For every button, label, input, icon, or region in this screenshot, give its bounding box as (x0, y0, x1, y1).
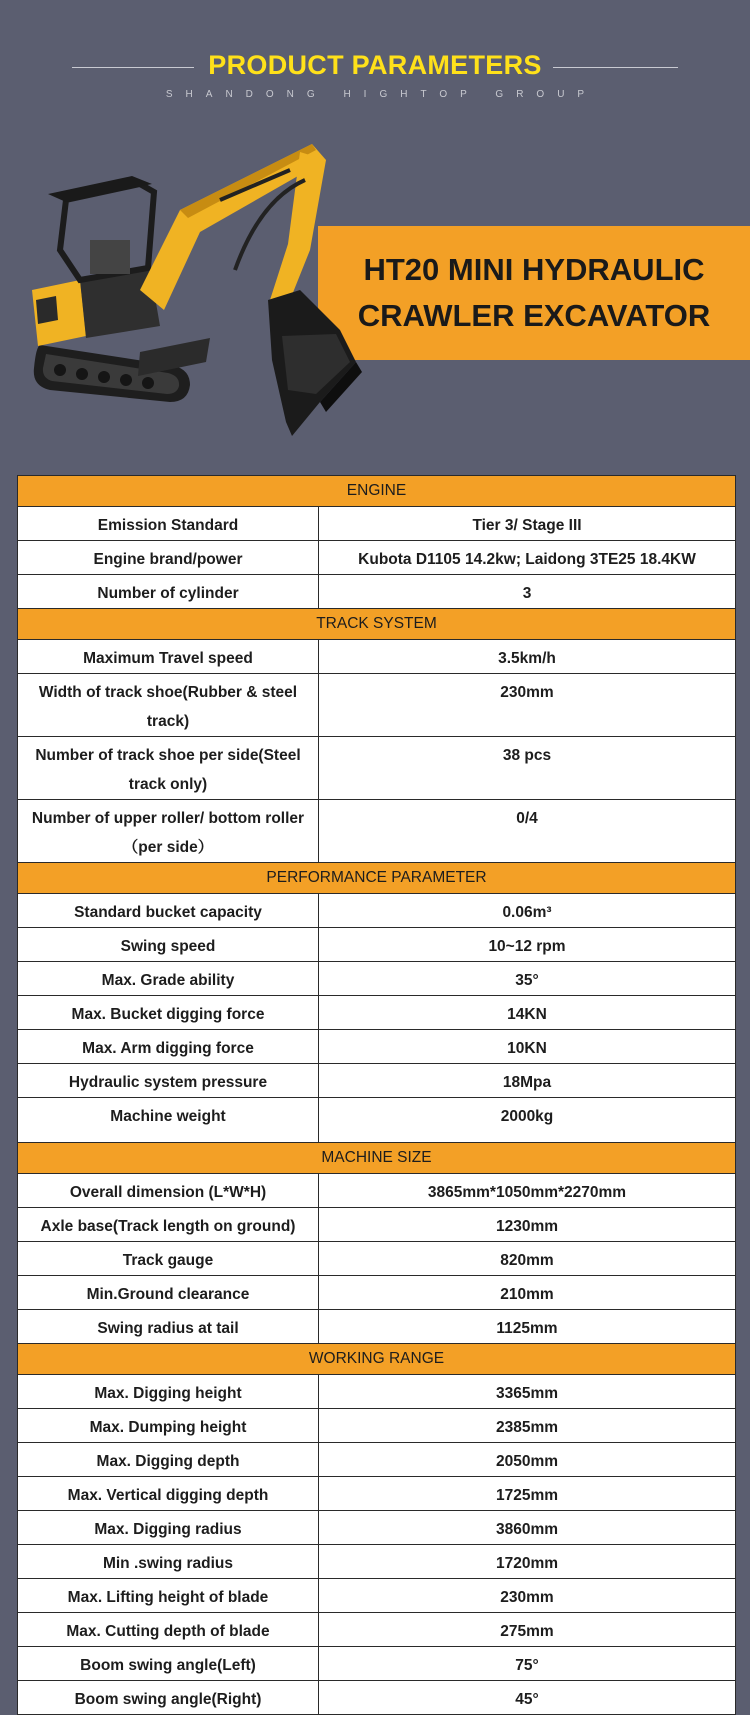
row-value: 0.06m³ (319, 894, 736, 928)
row-label: Number of upper roller/ bottom roller（per side） (18, 800, 319, 863)
section-title: MACHINE SIZE (18, 1143, 736, 1174)
table-row (18, 962, 736, 996)
row-label: Max. Arm digging force (18, 1030, 319, 1064)
table-row (18, 1310, 736, 1344)
row-value: 3.5km/h (319, 640, 736, 674)
row-value: 38 pcs (319, 737, 736, 800)
page-title: PRODUCT PARAMETERS (208, 50, 542, 80)
row-label: Swing speed (18, 928, 319, 962)
row-value: 75° (319, 1647, 736, 1681)
table-row (18, 1174, 736, 1208)
row-label: Overall dimension (L*W*H) (18, 1174, 319, 1208)
bucket (268, 290, 362, 436)
table-row (18, 1681, 736, 1715)
row-label: Max. Digging depth (18, 1443, 319, 1477)
row-value: 3865mm*1050mm*2270mm (319, 1174, 736, 1208)
table-row (18, 1030, 736, 1064)
table-row (18, 928, 736, 962)
table-row (18, 800, 736, 863)
section-title: ENGINE (18, 476, 736, 507)
banner-line-2: CRAWLER EXCAVATOR (357, 298, 711, 333)
table-row (18, 1647, 736, 1681)
table-row (18, 674, 736, 737)
table-row (18, 1242, 736, 1276)
section-header-working-range (18, 1344, 736, 1375)
row-value: 10~12 rpm (319, 928, 736, 962)
table-row (18, 1064, 736, 1098)
row-label: Emission Standard (18, 507, 319, 541)
row-value: 275mm (319, 1613, 736, 1647)
row-label: Max. Dumping height (18, 1409, 319, 1443)
row-label: Boom swing angle(Left) (18, 1647, 319, 1681)
row-label: Max. Cutting depth of blade (18, 1613, 319, 1647)
table-row (18, 1545, 736, 1579)
section-header-track-system (18, 609, 736, 640)
table-row (18, 1208, 736, 1242)
section-header-performance (18, 863, 736, 894)
table-row (18, 894, 736, 928)
row-value: 230mm (319, 674, 736, 737)
spec-table (17, 475, 736, 1715)
row-value: 1230mm (319, 1208, 736, 1242)
row-value: 10KN (319, 1030, 736, 1064)
row-value: 35° (319, 962, 736, 996)
row-value: Tier 3/ Stage III (319, 507, 736, 541)
row-label: Max. Digging radius (18, 1511, 319, 1545)
row-label: Standard bucket capacity (18, 894, 319, 928)
table-row (18, 1443, 736, 1477)
boom-arm (140, 144, 326, 310)
row-value: 2050mm (319, 1443, 736, 1477)
table-row (18, 737, 736, 800)
row-label: Hydraulic system pressure (18, 1064, 319, 1098)
page-header (0, 0, 750, 120)
table-row (18, 1477, 736, 1511)
row-label: Max. Bucket digging force (18, 996, 319, 1030)
row-value: 1720mm (319, 1545, 736, 1579)
product-banner (318, 226, 750, 360)
row-value: 18Mpa (319, 1064, 736, 1098)
row-label: Axle base(Track length on ground) (18, 1208, 319, 1242)
row-label: Engine brand/power (18, 541, 319, 575)
row-label: Number of track shoe per side(Steel track only) (18, 737, 319, 800)
table-row (18, 507, 736, 541)
row-label: Machine weight (18, 1098, 319, 1143)
row-value: 2385mm (319, 1409, 736, 1443)
row-value: Kubota D1105 14.2kw; Laidong 3TE25 18.4KW (319, 541, 736, 575)
row-label: Track gauge (18, 1242, 319, 1276)
table-row (18, 996, 736, 1030)
table-row (18, 640, 736, 674)
row-value: 3365mm (319, 1375, 736, 1409)
row-value: 1725mm (319, 1477, 736, 1511)
row-value: 210mm (319, 1276, 736, 1310)
table-row (18, 1579, 736, 1613)
excavator-image (20, 140, 380, 470)
row-label: Max. Grade ability (18, 962, 319, 996)
table-row (18, 1613, 736, 1647)
row-label: Boom swing angle(Right) (18, 1681, 319, 1715)
row-value: 820mm (319, 1242, 736, 1276)
table-row (18, 1409, 736, 1443)
table-row (18, 1276, 736, 1310)
table-row (18, 575, 736, 609)
row-value: 3860mm (319, 1511, 736, 1545)
row-label: Min.Ground clearance (18, 1276, 319, 1310)
section-title: WORKING RANGE (18, 1344, 736, 1375)
row-label: Max. Vertical digging depth (18, 1477, 319, 1511)
row-value: 2000kg (319, 1098, 736, 1143)
banner-line-1: HT20 MINI HYDRAULIC (363, 252, 705, 287)
section-title: PERFORMANCE PARAMETER (18, 863, 736, 894)
table-row (18, 1375, 736, 1409)
row-value: 1125mm (319, 1310, 736, 1344)
row-label: Width of track shoe(Rubber & steel track) (18, 674, 319, 737)
table-row (18, 1511, 736, 1545)
row-value: 230mm (319, 1579, 736, 1613)
upper-body (32, 176, 160, 346)
row-label: Min .swing radius (18, 1545, 319, 1579)
row-label: Max. Lifting height of blade (18, 1579, 319, 1613)
row-value: 45° (319, 1681, 736, 1715)
section-title: TRACK SYSTEM (18, 609, 736, 640)
row-label: Swing radius at tail (18, 1310, 319, 1344)
table-row (18, 1098, 736, 1143)
page-subtitle: SHANDONG HIGHTOP GROUP (165, 89, 598, 100)
row-label: Max. Digging height (18, 1375, 319, 1409)
row-value: 3 (319, 575, 736, 609)
row-label: Number of cylinder (18, 575, 319, 609)
section-header-engine (18, 476, 736, 507)
row-label: Maximum Travel speed (18, 640, 319, 674)
row-value: 14KN (319, 996, 736, 1030)
table-row (18, 541, 736, 575)
row-value: 0/4 (319, 800, 736, 863)
section-header-machine-size (18, 1143, 736, 1174)
